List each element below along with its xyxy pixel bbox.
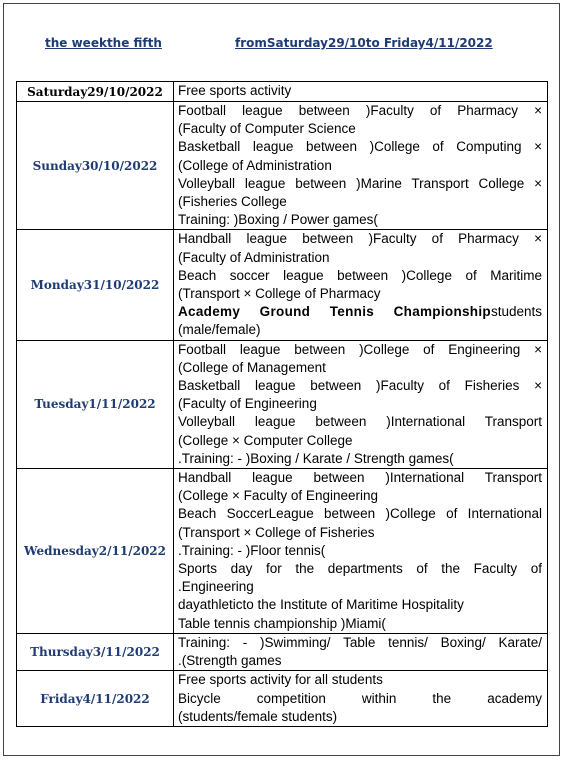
activity-cell <box>174 230 548 340</box>
table-row <box>17 230 548 340</box>
activity-line: (Faculty of Engineering <box>178 396 317 412</box>
activity-line: Beach SoccerLeague between )College of International <box>178 506 542 522</box>
activity-line: (Faculty of Administration <box>178 249 330 265</box>
activity-line: .Training: - )Floor tennis( <box>178 542 326 558</box>
activity-line: (College × Faculty of Engineering <box>178 488 378 504</box>
table-row <box>17 82 548 102</box>
activity-line: Beach soccer league between )College of Maritime <box>178 267 542 283</box>
activity-line: (Faculty of Computer Science <box>178 121 356 137</box>
activity-line: (College of Management <box>178 359 326 375</box>
week-title-link[interactable]: the weekthe fifth <box>45 36 162 50</box>
activity-line: Free sports activity for all students <box>178 672 383 688</box>
activity-line: Basketball league between )College of Computing × <box>178 139 542 155</box>
activity-cell <box>174 340 548 468</box>
table-row <box>17 671 548 727</box>
activity-cell <box>174 102 548 230</box>
activity-line: (College × Computer College <box>178 432 353 448</box>
activity-line: Handball league between )International Transport <box>178 470 542 486</box>
activity-line: Handball league between )Faculty of Pharmacy × <box>178 231 542 247</box>
activity-line: (Fisheries College <box>178 194 287 210</box>
table-row <box>17 340 548 468</box>
championship-suffix: students <box>490 304 542 320</box>
activity-cell <box>174 671 548 727</box>
activity-line: Volleyball league between )Marine Transport College × <box>178 175 542 191</box>
weekly-schedule-table <box>16 81 548 727</box>
table-row <box>17 633 548 670</box>
activity-line: (students/female students) <box>178 708 338 724</box>
day-cell: Tuesday1/11/2022 <box>17 340 174 468</box>
activity-line: Football league between )College of Engineering × <box>178 341 542 357</box>
day-cell: Wednesday2/11/2022 <box>17 469 174 634</box>
activity-line: Volleyball league between )International Transport <box>178 414 542 430</box>
activity-line: (College of Administration <box>178 157 332 173</box>
activity-line: Free sports activity <box>178 83 292 99</box>
activity-line: .Engineering <box>178 579 254 595</box>
date-range-link[interactable]: fromSaturday29/10to Friday4/11/2022 <box>235 36 493 50</box>
activity-line: .Training: - )Boxing / Karate / Strength games( <box>178 450 454 466</box>
activity-line <box>178 303 542 321</box>
activity-line: Table tennis championship )Miami( <box>178 615 386 631</box>
day-cell: Sunday30/10/2022 <box>17 102 174 230</box>
activity-cell <box>174 82 548 102</box>
table-row <box>17 102 548 230</box>
activity-cell <box>174 469 548 634</box>
day-cell: Friday4/11/2022 <box>17 671 174 727</box>
activity-line: dayathleticto the Institute of Maritime Hospitality <box>178 597 464 613</box>
day-cell: Monday31/10/2022 <box>17 230 174 340</box>
day-cell: Thursday3/11/2022 <box>17 633 174 670</box>
activity-line: (male/female) <box>178 322 261 338</box>
activity-line: Basketball league between )Faculty of Fisheries × <box>178 378 542 394</box>
activity-line: Sports day for the departments of the Faculty of <box>178 561 542 577</box>
day-cell: Saturday29/10/2022 <box>17 82 174 102</box>
activity-line: (Transport × College of Pharmacy <box>178 286 381 302</box>
activity-line: .(Strength games <box>178 653 282 669</box>
activity-line: Training: )Boxing / Power games( <box>178 212 378 228</box>
activity-line: Football league between )Faculty of Pharmacy × <box>178 103 542 118</box>
activity-line: Bicycle competition within the academy <box>178 690 542 706</box>
activity-cell <box>174 633 548 670</box>
activity-line: (Transport × College of Fisheries <box>178 524 375 540</box>
activity-line: Training: - )Swimming/ Table tennis/ Boxing/ Karate/ <box>178 634 542 650</box>
championship-title: Academy Ground Tennis Championship <box>178 304 491 320</box>
table-row <box>17 469 548 634</box>
